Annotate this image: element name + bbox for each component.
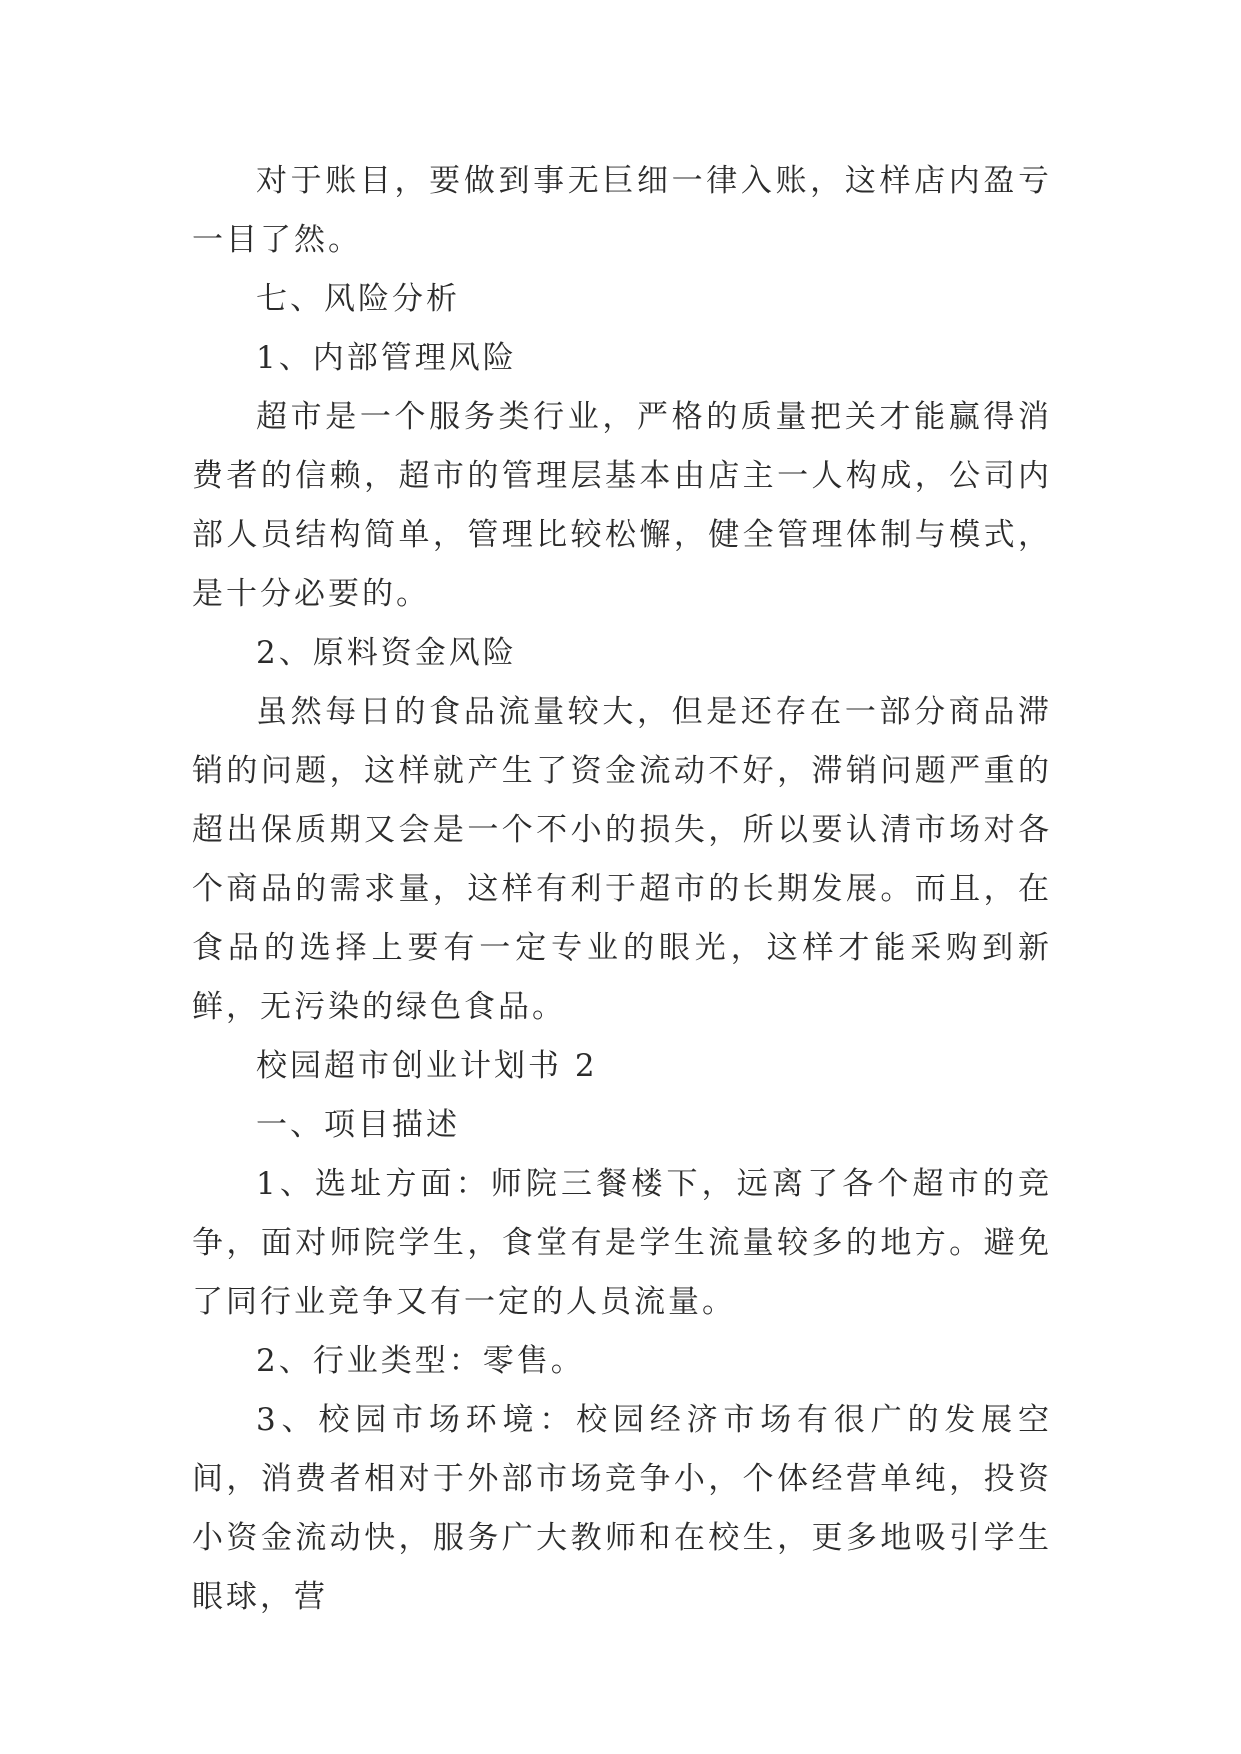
paragraph-site-selection: 1、选址方面：师院三餐楼下，远离了各个超市的竞争，面对师院学生，食堂有是学生流量较多的地方。避免了同行业竞争又有一定的人员流量。 bbox=[192, 1166, 1052, 1320]
document-body bbox=[192, 152, 1052, 1627]
section-heading-project-description: 一、项目描述 bbox=[256, 1107, 460, 1143]
paragraph-industry-type: 2、行业类型：零售。 bbox=[256, 1343, 585, 1379]
paragraph-accounting: 对于账目，要做到事无巨细一律入账，这样店内盈亏一目了然。 bbox=[192, 163, 1052, 258]
document-title-plan-2: 校园超市创业计划书 2 bbox=[256, 1048, 598, 1084]
paragraph-internal-management-risk: 超市是一个服务类行业，严格的质量把关才能赢得消费者的信赖，超市的管理层基本由店主一人构成，公司内部人员结构简单，管理比较松懈，健全管理体制与模式，是十分必要的。 bbox=[192, 399, 1052, 612]
subheading-material-capital-risk: 2、原料资金风险 bbox=[256, 635, 517, 671]
paragraph-material-capital-risk: 虽然每日的食品流量较大，但是还存在一部分商品滞销的问题，这样就产生了资金流动不好，滞销问题严重的超出保质期又会是一个不小的损失，所以要认清市场对各个商品的需求量，这样有利于超市的长期发展。而且，在食品的选择上要有一定专业的眼光，这样才能采购到新鲜，无污染的绿色食品。 bbox=[192, 694, 1052, 1025]
section-heading-risk-analysis: 七、风险分析 bbox=[256, 281, 460, 317]
paragraph-campus-market: 3、校园市场环境：校园经济市场有很广的发展空间，消费者相对于外部市场竞争小，个体经营单纯，投资小资金流动快，服务广大教师和在校生，更多地吸引学生眼球，营 bbox=[192, 1402, 1052, 1615]
subheading-internal-management-risk: 1、内部管理风险 bbox=[256, 340, 517, 376]
